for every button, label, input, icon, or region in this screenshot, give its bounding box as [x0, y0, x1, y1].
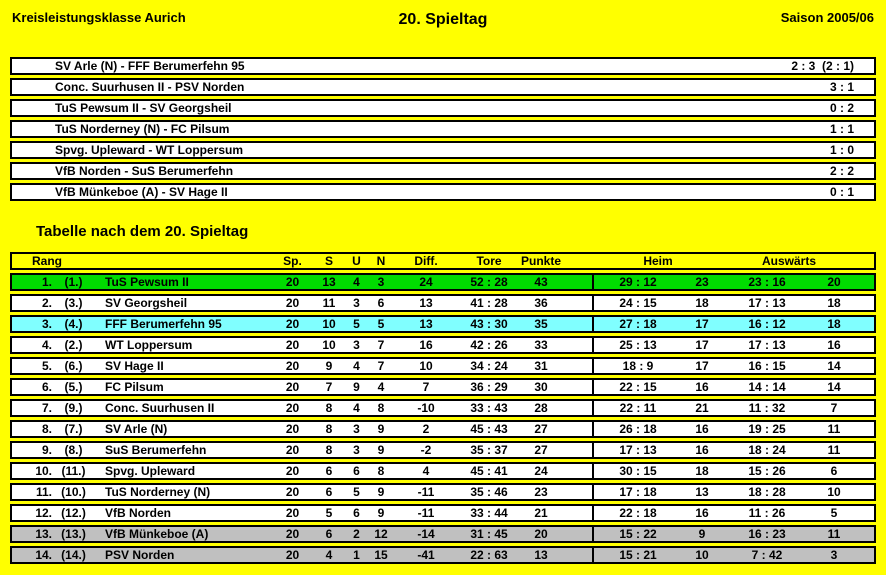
fixture-label: Spvg. Upleward - WT Loppersum — [55, 143, 244, 157]
previous-rank-cell: (2.) — [64, 338, 83, 352]
goals-cell: 45 : 41 — [470, 464, 508, 478]
goal-diff-cell: -2 — [420, 443, 432, 457]
away-points-cell: 11 — [827, 443, 841, 457]
away-goals-cell: 17 : 13 — [748, 338, 786, 352]
team-name-cell: TuS Pewsum II — [105, 275, 189, 289]
home-points-cell: 10 — [695, 548, 709, 562]
home-goals-cell: 26 : 18 — [619, 422, 657, 436]
column-header-u: U — [352, 254, 361, 268]
league-title: Kreisleistungsklasse Aurich — [12, 10, 186, 25]
losses-cell: 7 — [377, 338, 385, 352]
result-row — [10, 141, 876, 159]
draws-cell: 2 — [353, 527, 360, 541]
fixture-label: Conc. Suurhusen II - PSV Norden — [55, 80, 245, 94]
team-name-cell: VfB Norden — [105, 506, 171, 520]
away-goals-cell: 18 : 28 — [748, 485, 786, 499]
home-goals-cell: 29 : 12 — [619, 275, 657, 289]
previous-rank-cell: (6.) — [64, 359, 83, 373]
rank-cell: 6. — [41, 380, 52, 394]
losses-cell: 3 — [377, 275, 385, 289]
team-name-cell: VfB Münkeboe (A) — [105, 527, 209, 541]
losses-cell: 8 — [377, 464, 385, 478]
home-points-cell: 17 — [695, 338, 709, 352]
standings-row — [10, 441, 876, 459]
previous-rank-cell: (3.) — [64, 296, 83, 310]
column-header-n: N — [376, 254, 386, 268]
away-points-cell: 14 — [827, 380, 841, 394]
points-cell: 43 — [534, 275, 548, 289]
goals-cell: 52 : 28 — [470, 275, 508, 289]
points-cell: 21 — [534, 506, 548, 520]
away-points-cell: 5 — [830, 506, 838, 520]
losses-cell: 9 — [377, 506, 385, 520]
previous-rank-cell: (14.) — [61, 548, 86, 562]
away-goals-cell: 16 : 15 — [748, 359, 786, 373]
draws-cell: 1 — [353, 548, 360, 562]
standings-row — [10, 294, 876, 312]
losses-cell: 6 — [377, 296, 385, 310]
team-name-cell: TuS Norderney (N) — [105, 485, 211, 499]
goal-diff-cell: -14 — [417, 527, 435, 541]
goals-cell: 45 : 43 — [470, 422, 508, 436]
goal-diff-cell: 4 — [422, 464, 430, 478]
wins-cell: 8 — [325, 422, 333, 436]
fixture-label: TuS Norderney (N) - FC Pilsum — [55, 122, 230, 136]
rank-cell: 4. — [41, 338, 52, 352]
score-label: 0 : 1 — [829, 185, 854, 199]
home-goals-cell: 18 : 9 — [622, 359, 654, 373]
away-points-cell: 18 — [827, 317, 841, 331]
away-points-cell: 18 — [827, 296, 841, 310]
result-row — [10, 120, 876, 138]
home-goals-cell: 15 : 22 — [619, 527, 657, 541]
draws-cell: 3 — [353, 338, 360, 352]
home-goals-cell: 17 : 18 — [619, 485, 657, 499]
goals-cell: 33 : 43 — [470, 401, 508, 415]
draws-cell: 6 — [353, 464, 360, 478]
wins-cell: 4 — [325, 548, 333, 562]
results-list — [10, 57, 876, 201]
draws-cell: 6 — [353, 506, 360, 520]
standings-row — [10, 525, 876, 543]
away-goals-cell: 18 : 24 — [748, 443, 786, 457]
games-cell: 20 — [285, 527, 300, 541]
wins-cell: 8 — [325, 401, 333, 415]
team-name-cell: FC Pilsum — [105, 380, 164, 394]
games-cell: 20 — [285, 401, 300, 415]
goal-diff-cell: 13 — [419, 317, 433, 331]
goals-cell: 33 : 44 — [470, 506, 508, 520]
previous-rank-cell: (13.) — [61, 527, 86, 541]
goals-cell: 43 : 30 — [470, 317, 508, 331]
losses-cell: 9 — [377, 443, 385, 457]
rank-cell: 1. — [41, 275, 52, 289]
away-goals-cell: 11 : 26 — [748, 506, 786, 520]
goals-cell: 35 : 46 — [470, 485, 508, 499]
losses-cell: 12 — [374, 527, 388, 541]
points-cell: 31 — [534, 359, 548, 373]
games-cell: 20 — [285, 296, 300, 310]
draws-cell: 4 — [353, 359, 360, 373]
standings-row — [10, 546, 876, 564]
wins-cell: 6 — [325, 485, 333, 499]
away-goals-cell: 11 : 32 — [748, 401, 786, 415]
games-cell: 20 — [285, 485, 300, 499]
goal-diff-cell: -11 — [417, 485, 435, 499]
away-goals-cell: 19 : 25 — [748, 422, 786, 436]
home-points-cell: 17 — [695, 359, 709, 373]
games-cell: 20 — [285, 548, 300, 562]
result-row — [10, 183, 876, 201]
draws-cell: 4 — [353, 275, 360, 289]
points-cell: 24 — [534, 464, 548, 478]
standings-row — [10, 483, 876, 501]
points-cell: 33 — [534, 338, 548, 352]
page-header — [0, 0, 886, 30]
draws-cell: 4 — [353, 401, 360, 415]
team-name-cell: Spvg. Upleward — [105, 464, 196, 478]
away-points-cell: 16 — [827, 338, 841, 352]
standings-row — [10, 462, 876, 480]
home-goals-cell: 22 : 11 — [619, 401, 657, 415]
home-points-cell: 16 — [695, 443, 709, 457]
score-label: 0 : 2 — [829, 101, 854, 115]
previous-rank-cell: (8.) — [64, 443, 83, 457]
games-cell: 20 — [285, 359, 300, 373]
standings-row — [10, 336, 876, 354]
goals-cell: 34 : 24 — [470, 359, 508, 373]
team-name-cell: Conc. Suurhusen II — [105, 401, 215, 415]
away-points-cell: 20 — [827, 275, 841, 289]
goal-diff-cell: -41 — [417, 548, 435, 562]
draws-cell: 9 — [353, 380, 360, 394]
goals-cell: 42 : 26 — [470, 338, 508, 352]
games-cell: 20 — [285, 506, 300, 520]
losses-cell: 9 — [377, 485, 385, 499]
home-goals-cell: 17 : 13 — [619, 443, 657, 457]
goal-diff-cell: 16 — [419, 338, 433, 352]
home-points-cell: 16 — [695, 380, 709, 394]
wins-cell: 6 — [325, 527, 333, 541]
rank-cell: 5. — [41, 359, 52, 373]
goal-diff-cell: 2 — [422, 422, 430, 436]
season-label: Saison 2005/06 — [780, 10, 874, 25]
wins-cell: 10 — [322, 317, 336, 331]
goals-cell: 22 : 63 — [470, 548, 508, 562]
away-goals-cell: 15 : 26 — [748, 464, 786, 478]
team-name-cell: WT Loppersum — [105, 338, 193, 352]
goal-diff-cell: 13 — [419, 296, 433, 310]
team-name-cell: FFF Berumerfehn 95 — [105, 317, 222, 331]
column-header-rang: Rang — [32, 254, 62, 268]
standings-row — [10, 399, 876, 417]
points-cell: 36 — [534, 296, 548, 310]
away-points-cell: 14 — [827, 359, 841, 373]
games-cell: 20 — [285, 464, 300, 478]
team-name-cell: SV Georgsheil — [105, 296, 188, 310]
goals-cell: 41 : 28 — [470, 296, 508, 310]
points-cell: 35 — [534, 317, 548, 331]
rank-cell: 7. — [41, 401, 52, 415]
away-points-cell: 7 — [830, 401, 838, 415]
goal-diff-cell: -10 — [417, 401, 435, 415]
home-points-cell: 16 — [695, 506, 709, 520]
previous-rank-cell: (1.) — [64, 275, 83, 289]
points-cell: 13 — [534, 548, 548, 562]
rank-cell: 14. — [35, 548, 52, 562]
points-cell: 27 — [534, 443, 548, 457]
wins-cell: 10 — [322, 338, 336, 352]
rank-cell: 8. — [41, 422, 52, 436]
home-goals-cell: 30 : 15 — [619, 464, 657, 478]
away-points-cell: 6 — [830, 464, 838, 478]
home-points-cell: 9 — [698, 527, 706, 541]
column-header-punkte: Punkte — [520, 254, 561, 268]
home-goals-cell: 22 : 15 — [619, 380, 657, 394]
games-cell: 20 — [285, 338, 300, 352]
standings-row — [10, 273, 876, 291]
team-name-cell: SV Arle (N) — [105, 422, 168, 436]
matchday-title: 20. Spieltag — [398, 11, 488, 28]
previous-rank-cell: (12.) — [61, 506, 86, 520]
fixture-label: SV Arle (N) - FFF Berumerfehn 95 — [55, 59, 245, 73]
draws-cell: 3 — [353, 296, 360, 310]
home-goals-cell: 27 : 18 — [619, 317, 657, 331]
home-goals-cell: 25 : 13 — [619, 338, 657, 352]
standings-title: Tabelle nach dem 20. Spieltag — [36, 223, 249, 240]
goal-diff-cell: 7 — [422, 380, 430, 394]
rank-cell: 2. — [41, 296, 52, 310]
column-header-tore: Tore — [476, 254, 502, 268]
home-points-cell: 18 — [695, 296, 709, 310]
home-points-cell: 18 — [695, 464, 709, 478]
home-goals-cell: 15 : 21 — [619, 548, 657, 562]
points-cell: 23 — [534, 485, 548, 499]
away-goals-cell: 7 : 42 — [751, 548, 783, 562]
fixture-label: VfB Münkeboe (A) - SV Hage II — [55, 185, 228, 199]
team-name-cell: SuS Berumerfehn — [105, 443, 207, 457]
column-header-diff: Diff. — [414, 254, 438, 268]
previous-rank-cell: (10.) — [61, 485, 86, 499]
goal-diff-cell: -11 — [417, 506, 435, 520]
wins-cell: 11 — [322, 296, 336, 310]
draws-cell: 5 — [353, 317, 360, 331]
away-points-cell: 3 — [830, 548, 838, 562]
column-header-sp: Sp. — [283, 254, 302, 268]
result-row — [10, 57, 876, 75]
away-goals-cell: 23 : 16 — [748, 275, 786, 289]
home-points-cell: 17 — [695, 317, 709, 331]
previous-rank-cell: (7.) — [64, 422, 83, 436]
home-points-cell: 16 — [695, 422, 709, 436]
previous-rank-cell: (9.) — [64, 401, 83, 415]
team-name-cell: PSV Norden — [105, 548, 175, 562]
goals-cell: 31 : 45 — [470, 527, 508, 541]
standings-row — [10, 420, 876, 438]
team-name-cell: SV Hage II — [105, 359, 164, 373]
games-cell: 20 — [285, 275, 300, 289]
away-goals-cell: 17 : 13 — [748, 296, 786, 310]
losses-cell: 9 — [377, 422, 385, 436]
result-row — [10, 162, 876, 180]
home-points-cell: 23 — [695, 275, 709, 289]
home-points-cell: 13 — [695, 485, 709, 499]
goals-cell: 35 : 37 — [470, 443, 508, 457]
losses-cell: 8 — [377, 401, 385, 415]
standings-body — [10, 273, 876, 564]
goal-diff-cell: 24 — [419, 275, 433, 289]
away-points-cell: 11 — [827, 422, 841, 436]
rank-cell: 11. — [35, 485, 52, 499]
away-points-cell: 11 — [827, 527, 841, 541]
column-header-auswaerts: Auswärts — [761, 254, 817, 268]
score-label: 3 : 1 — [829, 80, 854, 94]
home-points-cell: 21 — [695, 401, 709, 415]
home-goals-cell: 22 : 18 — [619, 506, 657, 520]
wins-cell: 9 — [325, 359, 333, 373]
goals-cell: 36 : 29 — [470, 380, 508, 394]
score-label: 2 : 3 (2 : 1) — [791, 59, 854, 73]
away-points-cell: 10 — [827, 485, 841, 499]
result-row — [10, 78, 876, 96]
points-cell: 27 — [534, 422, 548, 436]
wins-cell: 7 — [325, 380, 333, 394]
standings-row — [10, 357, 876, 375]
previous-rank-cell: (11.) — [61, 464, 86, 478]
standings-row — [10, 378, 876, 396]
previous-rank-cell: (4.) — [64, 317, 83, 331]
games-cell: 20 — [285, 422, 300, 436]
standings-row — [10, 315, 876, 333]
away-goals-cell: 16 : 12 — [748, 317, 786, 331]
away-goals-cell: 14 : 14 — [748, 380, 786, 394]
points-cell: 30 — [534, 380, 548, 394]
games-cell: 20 — [285, 443, 300, 457]
wins-cell: 6 — [325, 464, 333, 478]
away-goals-cell: 16 : 23 — [748, 527, 786, 541]
wins-cell: 5 — [325, 506, 333, 520]
draws-cell: 3 — [353, 443, 360, 457]
score-label: 2 : 2 — [829, 164, 854, 178]
fixture-label: TuS Pewsum II - SV Georgsheil — [55, 101, 232, 115]
rank-cell: 3. — [41, 317, 52, 331]
column-header-s: S — [324, 254, 333, 268]
games-cell: 20 — [285, 380, 300, 394]
column-header-heim: Heim — [643, 254, 673, 268]
fixture-label: VfB Norden - SuS Berumerfehn — [55, 164, 234, 178]
previous-rank-cell: (5.) — [64, 380, 83, 394]
losses-cell: 7 — [377, 359, 385, 373]
wins-cell: 8 — [325, 443, 333, 457]
goal-diff-cell: 10 — [419, 359, 433, 373]
draws-cell: 3 — [353, 422, 360, 436]
standings-table — [10, 252, 876, 564]
home-goals-cell: 24 : 15 — [619, 296, 657, 310]
losses-cell: 15 — [374, 548, 388, 562]
score-label: 1 : 0 — [829, 143, 854, 157]
losses-cell: 4 — [377, 380, 385, 394]
standings-header-row — [10, 252, 876, 270]
draws-cell: 5 — [353, 485, 360, 499]
rank-cell: 9. — [41, 443, 52, 457]
rank-cell: 13. — [35, 527, 52, 541]
rank-cell: 12. — [35, 506, 52, 520]
games-cell: 20 — [285, 317, 300, 331]
rank-cell: 10. — [35, 464, 52, 478]
points-cell: 28 — [534, 401, 548, 415]
losses-cell: 5 — [377, 317, 385, 331]
score-label: 1 : 1 — [829, 122, 854, 136]
wins-cell: 13 — [322, 275, 336, 289]
points-cell: 20 — [534, 527, 548, 541]
result-row — [10, 99, 876, 117]
standings-row — [10, 504, 876, 522]
